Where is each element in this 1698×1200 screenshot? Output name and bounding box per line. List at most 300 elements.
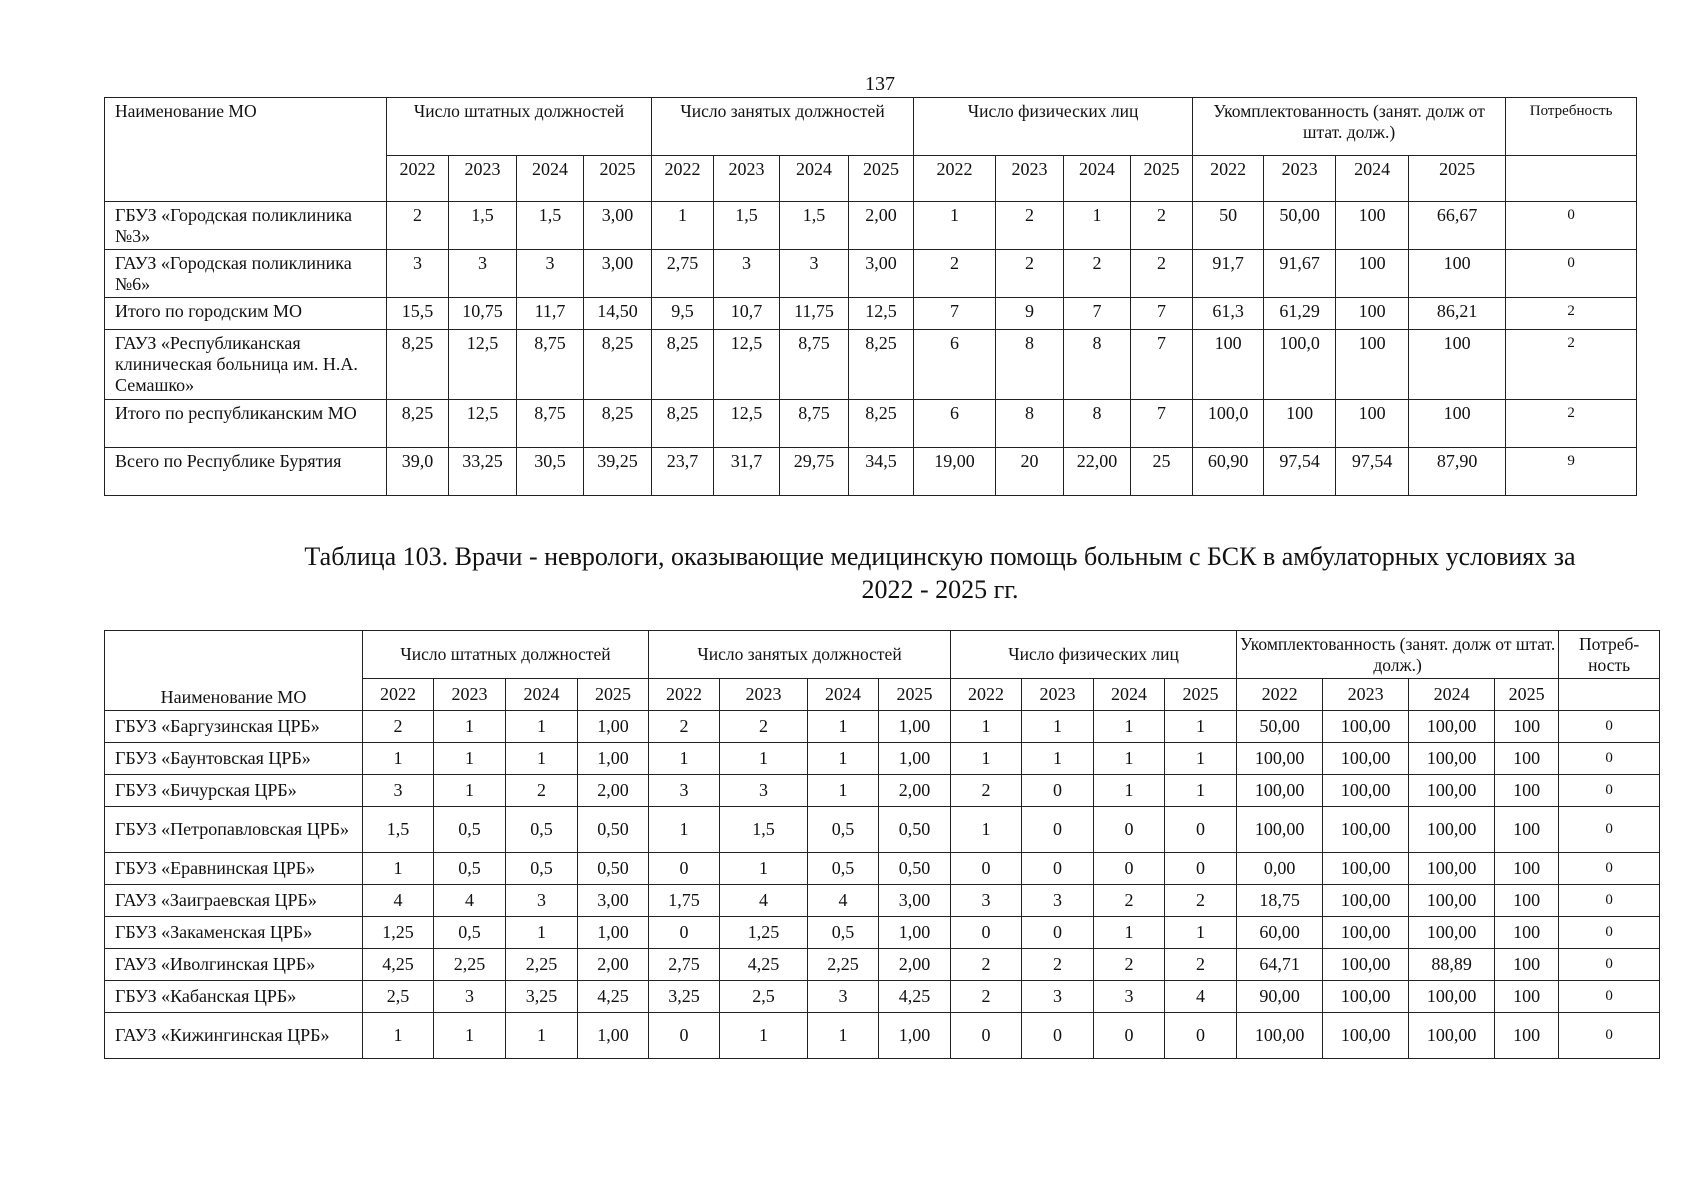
value-cell: 8,25 [652, 400, 714, 448]
value-cell: 3 [808, 981, 879, 1013]
value-cell: 100,00 [1409, 1013, 1495, 1059]
value-cell: 1 [1165, 917, 1237, 949]
value-cell: 0,50 [578, 853, 649, 885]
value-cell: 66,67 [1409, 202, 1506, 250]
value-cell: 29,75 [780, 448, 849, 496]
value-cell: 3 [1094, 981, 1165, 1013]
year-header: 2024 [517, 156, 584, 202]
value-cell: 3 [720, 775, 808, 807]
value-cell: 1,25 [363, 917, 434, 949]
value-cell: 7 [1131, 400, 1193, 448]
value-cell: 3,00 [584, 202, 652, 250]
value-cell: 1 [649, 743, 720, 775]
value-cell: 2,75 [652, 250, 714, 298]
value-cell: 100,0 [1264, 330, 1336, 400]
value-cell: 1 [808, 711, 879, 743]
table-body [105, 202, 1637, 496]
value-cell: 4 [363, 885, 434, 917]
year-header: 2024 [780, 156, 849, 202]
value-cell: 1 [363, 853, 434, 885]
need-cell: 0 [1506, 250, 1637, 298]
value-cell: 1,00 [879, 1013, 951, 1059]
value-cell: 11,75 [780, 298, 849, 330]
value-cell: 3 [951, 885, 1022, 917]
value-cell: 100 [1495, 775, 1559, 807]
value-cell: 2,25 [808, 949, 879, 981]
value-cell: 1 [914, 202, 996, 250]
value-cell: 12,5 [849, 298, 914, 330]
value-cell: 100,00 [1323, 807, 1409, 853]
value-cell: 91,7 [1193, 250, 1264, 298]
value-cell: 25 [1131, 448, 1193, 496]
neurologists-table [104, 630, 1660, 1059]
value-cell: 60,00 [1237, 917, 1323, 949]
value-cell: 2,25 [434, 949, 506, 981]
value-cell: 2 [1131, 202, 1193, 250]
year-header: 2024 [1336, 156, 1409, 202]
value-cell: 100,0 [1193, 400, 1264, 448]
year-header: 2025 [879, 679, 951, 711]
value-cell: 100 [1336, 330, 1409, 400]
value-cell: 2 [387, 202, 449, 250]
value-cell: 23,7 [652, 448, 714, 496]
year-header: 2025 [1131, 156, 1193, 202]
value-cell: 0 [1165, 1013, 1237, 1059]
value-cell: 1 [951, 711, 1022, 743]
value-cell: 1 [808, 743, 879, 775]
year-header: 2025 [849, 156, 914, 202]
value-cell: 2,00 [879, 949, 951, 981]
value-cell: 3 [449, 250, 517, 298]
value-cell: 1 [720, 1013, 808, 1059]
value-cell: 8 [1064, 330, 1131, 400]
value-cell: 0,5 [434, 917, 506, 949]
value-cell: 100 [1409, 330, 1506, 400]
year-header: 2023 [720, 679, 808, 711]
table-row [105, 949, 1660, 981]
value-cell: 2 [1094, 885, 1165, 917]
value-cell: 2 [363, 711, 434, 743]
value-cell: 1 [434, 1013, 506, 1059]
value-cell: 0,5 [506, 853, 578, 885]
year-header: 2023 [449, 156, 517, 202]
value-cell: 18,75 [1237, 885, 1323, 917]
value-cell: 2 [914, 250, 996, 298]
value-cell: 8,25 [849, 400, 914, 448]
header-staffing-level: Укомплектованность (занят. долж от штат. долж.) [1193, 98, 1506, 156]
value-cell: 0,5 [506, 807, 578, 853]
year-header: 2024 [506, 679, 578, 711]
need-cell: 0 [1559, 743, 1660, 775]
value-cell: 97,54 [1336, 448, 1409, 496]
value-cell: 88,89 [1409, 949, 1495, 981]
value-cell: 3,00 [879, 885, 951, 917]
value-cell: 2 [720, 711, 808, 743]
value-cell: 1 [808, 1013, 879, 1059]
header-need: Потребность [1506, 98, 1637, 156]
value-cell: 0,5 [808, 853, 879, 885]
value-cell: 10,75 [449, 298, 517, 330]
year-header: 2024 [1064, 156, 1131, 202]
value-cell: 1,5 [363, 807, 434, 853]
value-cell: 0 [1094, 853, 1165, 885]
value-cell: 50,00 [1237, 711, 1323, 743]
value-cell: 0 [649, 917, 720, 949]
value-cell: 2 [951, 949, 1022, 981]
value-cell: 3 [714, 250, 780, 298]
value-cell: 64,71 [1237, 949, 1323, 981]
value-cell: 100,00 [1323, 981, 1409, 1013]
value-cell: 33,25 [449, 448, 517, 496]
table-row [105, 853, 1660, 885]
year-header: 2022 [649, 679, 720, 711]
value-cell: 1 [434, 775, 506, 807]
value-cell: 1 [506, 917, 578, 949]
value-cell: 2,5 [720, 981, 808, 1013]
value-cell: 100 [1193, 330, 1264, 400]
value-cell: 1 [434, 743, 506, 775]
value-cell: 1 [1064, 202, 1131, 250]
mo-name-cell: Итого по городским МО [105, 298, 387, 330]
value-cell: 31,7 [714, 448, 780, 496]
year-header: 2024 [1409, 679, 1495, 711]
value-cell: 3 [434, 981, 506, 1013]
value-cell: 1 [951, 807, 1022, 853]
need-cell: 0 [1559, 775, 1660, 807]
value-cell: 39,25 [584, 448, 652, 496]
value-cell: 2 [951, 981, 1022, 1013]
value-cell: 2,00 [578, 775, 649, 807]
value-cell: 1,5 [517, 202, 584, 250]
value-cell: 1 [951, 743, 1022, 775]
value-cell: 50,00 [1264, 202, 1336, 250]
mo-name-cell: ГБУЗ «Бичурская ЦРБ» [105, 775, 363, 807]
value-cell: 0 [1094, 807, 1165, 853]
table-row [105, 400, 1637, 448]
value-cell: 0,50 [578, 807, 649, 853]
value-cell: 1 [1165, 743, 1237, 775]
value-cell: 61,3 [1193, 298, 1264, 330]
need-blank [1506, 156, 1637, 202]
need-cell: 2 [1506, 298, 1637, 330]
need-blank [1559, 679, 1660, 711]
mo-name-cell: ГБУЗ «Закаменская ЦРБ» [105, 917, 363, 949]
value-cell: 4,25 [879, 981, 951, 1013]
value-cell: 90,00 [1237, 981, 1323, 1013]
table-row [105, 981, 1660, 1013]
need-cell: 2 [1506, 330, 1637, 400]
value-cell: 4 [808, 885, 879, 917]
value-cell: 1,00 [879, 711, 951, 743]
value-cell: 0 [649, 853, 720, 885]
table-row [105, 775, 1660, 807]
value-cell: 2 [506, 775, 578, 807]
value-cell: 2,5 [363, 981, 434, 1013]
value-cell: 2,00 [879, 775, 951, 807]
value-cell: 1 [720, 743, 808, 775]
value-cell: 100,00 [1409, 775, 1495, 807]
value-cell: 0 [951, 917, 1022, 949]
value-cell: 0,5 [434, 853, 506, 885]
mo-name-cell: ГБУЗ «Кабанская ЦРБ» [105, 981, 363, 1013]
value-cell: 1,5 [720, 807, 808, 853]
value-cell: 8,25 [584, 400, 652, 448]
value-cell: 86,21 [1409, 298, 1506, 330]
table-row [105, 250, 1637, 298]
table-row [105, 743, 1660, 775]
need-cell: 0 [1559, 949, 1660, 981]
value-cell: 1 [652, 202, 714, 250]
value-cell: 2 [1094, 949, 1165, 981]
mo-name-cell: Всего по Республике Бурятия [105, 448, 387, 496]
value-cell: 2,75 [649, 949, 720, 981]
need-cell: 2 [1506, 400, 1637, 448]
value-cell: 2,00 [578, 949, 649, 981]
value-cell: 2 [996, 202, 1064, 250]
value-cell: 1 [1094, 743, 1165, 775]
value-cell: 8,25 [652, 330, 714, 400]
value-cell: 0 [1165, 807, 1237, 853]
year-header: 2023 [1264, 156, 1336, 202]
value-cell: 8,75 [517, 330, 584, 400]
value-cell: 1 [808, 775, 879, 807]
year-header: 2023 [434, 679, 506, 711]
value-cell: 1 [1165, 711, 1237, 743]
header-need: Потреб-ность [1559, 631, 1660, 679]
value-cell: 0,5 [808, 917, 879, 949]
value-cell: 3 [649, 775, 720, 807]
value-cell: 0 [1022, 1013, 1094, 1059]
year-header: 2024 [808, 679, 879, 711]
value-cell: 12,5 [449, 400, 517, 448]
need-cell: 0 [1506, 202, 1637, 250]
mo-name-cell: ГБУЗ «Баунтовская ЦРБ» [105, 743, 363, 775]
year-header: 2025 [1165, 679, 1237, 711]
value-cell: 100 [1264, 400, 1336, 448]
value-cell: 14,50 [584, 298, 652, 330]
year-header: 2022 [1193, 156, 1264, 202]
table-row [105, 917, 1660, 949]
value-cell: 10,7 [714, 298, 780, 330]
value-cell: 4 [434, 885, 506, 917]
value-cell: 1 [649, 807, 720, 853]
value-cell: 8,25 [849, 330, 914, 400]
value-cell: 1 [1094, 711, 1165, 743]
value-cell: 2 [951, 775, 1022, 807]
need-cell: 9 [1506, 448, 1637, 496]
staffing-table-previous [104, 97, 1637, 496]
table-row [105, 202, 1637, 250]
mo-name-cell: ГБУЗ «Петропавловская ЦРБ» [105, 807, 363, 853]
value-cell: 100,00 [1323, 775, 1409, 807]
value-cell: 100,00 [1237, 807, 1323, 853]
mo-name-cell: Итого по республиканским МО [105, 400, 387, 448]
value-cell: 12,5 [449, 330, 517, 400]
value-cell: 100 [1495, 711, 1559, 743]
value-cell: 1,00 [578, 917, 649, 949]
value-cell: 100,00 [1323, 711, 1409, 743]
value-cell: 0 [1022, 807, 1094, 853]
table-row [105, 448, 1637, 496]
value-cell: 8,25 [584, 330, 652, 400]
value-cell: 0,00 [1237, 853, 1323, 885]
value-cell: 8 [996, 400, 1064, 448]
need-cell: 0 [1559, 981, 1660, 1013]
header-staff-positions: Число штатных должностей [387, 98, 652, 156]
value-cell: 100,00 [1323, 743, 1409, 775]
value-cell: 100,00 [1409, 981, 1495, 1013]
table-caption [120, 540, 1698, 606]
value-cell: 1 [720, 853, 808, 885]
year-header: 2022 [652, 156, 714, 202]
value-cell: 4,25 [578, 981, 649, 1013]
table-row [105, 330, 1637, 400]
value-cell: 1 [1022, 743, 1094, 775]
value-cell: 0,5 [434, 807, 506, 853]
mo-name-cell: ГАУЗ «Кижингинская ЦРБ» [105, 1013, 363, 1059]
value-cell: 8,75 [780, 400, 849, 448]
value-cell: 100,00 [1409, 743, 1495, 775]
value-cell: 1,5 [714, 202, 780, 250]
value-cell: 1 [434, 711, 506, 743]
value-cell: 0 [1094, 1013, 1165, 1059]
value-cell: 1,00 [879, 743, 951, 775]
table-row [105, 885, 1660, 917]
year-header: 2023 [1022, 679, 1094, 711]
value-cell: 8,25 [387, 330, 449, 400]
value-cell: 100,00 [1237, 743, 1323, 775]
need-cell: 0 [1559, 885, 1660, 917]
value-cell: 3 [1022, 885, 1094, 917]
value-cell: 1 [1165, 775, 1237, 807]
value-cell: 100 [1495, 885, 1559, 917]
value-cell: 61,29 [1264, 298, 1336, 330]
value-cell: 4 [720, 885, 808, 917]
value-cell: 100,00 [1409, 853, 1495, 885]
value-cell: 0,5 [808, 807, 879, 853]
year-header: 2023 [714, 156, 780, 202]
value-cell: 100 [1495, 917, 1559, 949]
value-cell: 100,00 [1323, 885, 1409, 917]
value-cell: 91,67 [1264, 250, 1336, 298]
value-cell: 0 [649, 1013, 720, 1059]
year-header: 2025 [1409, 156, 1506, 202]
header-individuals: Число физических лиц [951, 631, 1237, 679]
year-header: 2023 [1323, 679, 1409, 711]
value-cell: 1,00 [578, 711, 649, 743]
value-cell: 100,00 [1409, 711, 1495, 743]
value-cell: 3 [506, 885, 578, 917]
value-cell: 100,00 [1323, 1013, 1409, 1059]
mo-name-cell: ГБУЗ «Баргузинская ЦРБ» [105, 711, 363, 743]
header-name: Наименование МО [105, 98, 387, 202]
value-cell: 8,75 [780, 330, 849, 400]
need-cell: 0 [1559, 917, 1660, 949]
value-cell: 2 [649, 711, 720, 743]
value-cell: 0 [1022, 853, 1094, 885]
table-row [105, 1013, 1660, 1059]
value-cell: 3,00 [578, 885, 649, 917]
value-cell: 2 [1131, 250, 1193, 298]
need-cell: 0 [1559, 1013, 1660, 1059]
value-cell: 8,75 [517, 400, 584, 448]
table-row [105, 711, 1660, 743]
value-cell: 2 [1165, 949, 1237, 981]
value-cell: 1,75 [649, 885, 720, 917]
value-cell: 3 [387, 250, 449, 298]
page-number: 137 [865, 73, 895, 95]
need-cell: 0 [1559, 807, 1660, 853]
value-cell: 1,5 [780, 202, 849, 250]
value-cell: 1,00 [879, 917, 951, 949]
value-cell: 0 [951, 1013, 1022, 1059]
value-cell: 100 [1495, 853, 1559, 885]
value-cell: 9 [996, 298, 1064, 330]
value-cell: 1,5 [449, 202, 517, 250]
header-name: Наименование МО [105, 631, 363, 711]
value-cell: 7 [914, 298, 996, 330]
value-cell: 39,0 [387, 448, 449, 496]
value-cell: 100,00 [1409, 807, 1495, 853]
value-cell: 100 [1336, 250, 1409, 298]
value-cell: 4 [1165, 981, 1237, 1013]
value-cell: 100,00 [1409, 885, 1495, 917]
value-cell: 4,25 [720, 949, 808, 981]
value-cell: 1,00 [578, 1013, 649, 1059]
year-header: 2025 [584, 156, 652, 202]
mo-name-cell: ГАУЗ «Городская поликлиника №6» [105, 250, 387, 298]
header-staff-positions: Число штатных должностей [363, 631, 649, 679]
year-header: 2022 [387, 156, 449, 202]
value-cell: 100 [1495, 981, 1559, 1013]
value-cell: 87,90 [1409, 448, 1506, 496]
caption-line-2: 2022 - 2025 гг. [861, 575, 1019, 604]
value-cell: 2 [1064, 250, 1131, 298]
value-cell: 34,5 [849, 448, 914, 496]
value-cell: 7 [1131, 330, 1193, 400]
value-cell: 0,50 [879, 853, 951, 885]
value-cell: 3 [780, 250, 849, 298]
value-cell: 50 [1193, 202, 1264, 250]
value-cell: 2 [1022, 949, 1094, 981]
value-cell: 3,25 [506, 981, 578, 1013]
header-individuals: Число физических лиц [914, 98, 1193, 156]
value-cell: 6 [914, 400, 996, 448]
value-cell: 22,00 [1064, 448, 1131, 496]
value-cell: 100 [1495, 743, 1559, 775]
value-cell: 2 [1165, 885, 1237, 917]
value-cell: 100,00 [1323, 917, 1409, 949]
year-header: 2022 [363, 679, 434, 711]
value-cell: 11,7 [517, 298, 584, 330]
value-cell: 19,00 [914, 448, 996, 496]
value-cell: 1 [363, 1013, 434, 1059]
value-cell: 100,00 [1323, 853, 1409, 885]
value-cell: 97,54 [1264, 448, 1336, 496]
year-header: 2025 [1495, 679, 1559, 711]
value-cell: 60,90 [1193, 448, 1264, 496]
value-cell: 100,00 [1409, 917, 1495, 949]
mo-name-cell: ГАУЗ «Заиграевская ЦРБ» [105, 885, 363, 917]
header-staffing-level: Укомплектованность (занят. долж от штат. долж.) [1237, 631, 1559, 679]
value-cell: 3 [363, 775, 434, 807]
value-cell: 100 [1336, 400, 1409, 448]
value-cell: 100,00 [1237, 1013, 1323, 1059]
mo-name-cell: ГАУЗ «Республиканская клиническая больница им. Н.А. Семашко» [105, 330, 387, 400]
value-cell: 12,5 [714, 330, 780, 400]
value-cell: 1 [1022, 711, 1094, 743]
value-cell: 4,25 [363, 949, 434, 981]
